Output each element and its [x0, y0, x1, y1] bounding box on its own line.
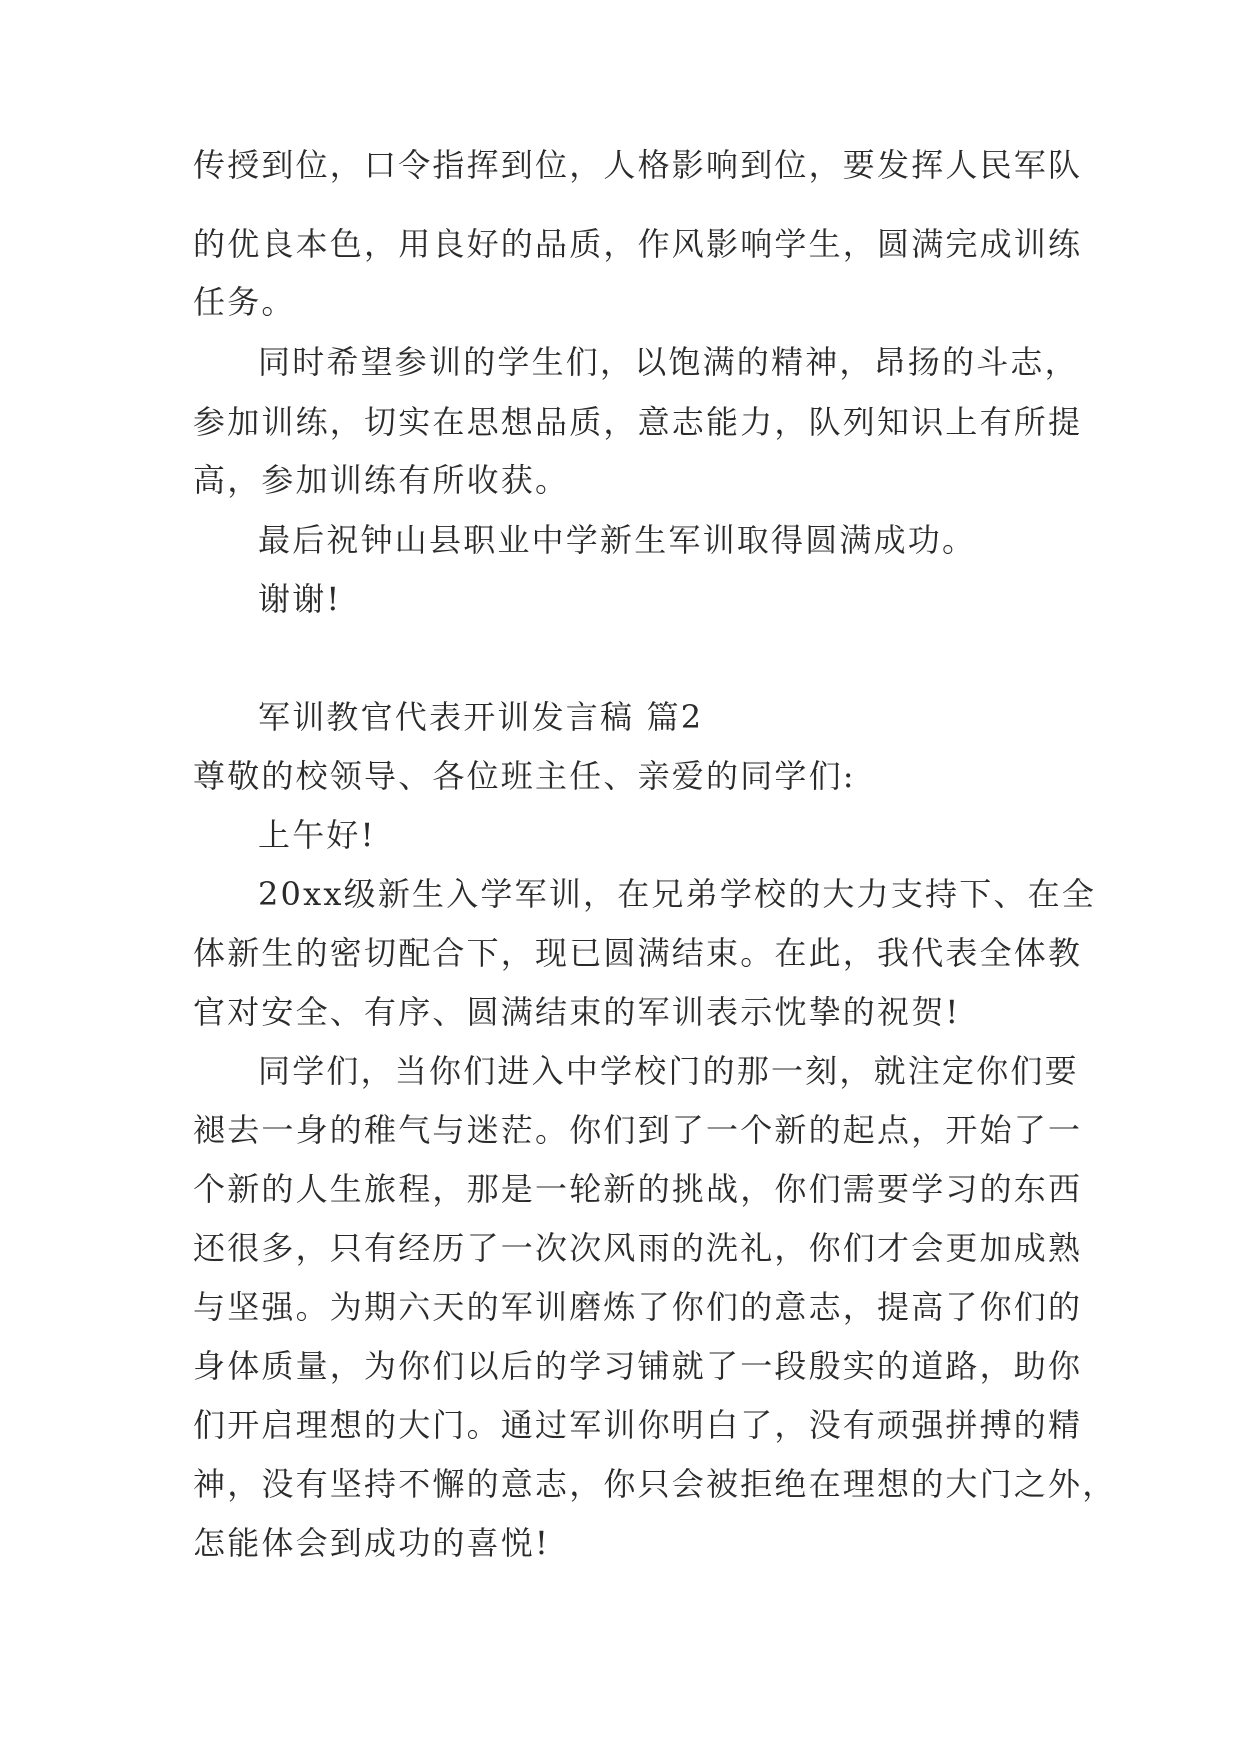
text-line: 同学们，当你们进入中学校门的那一刻，就注定你们要: [258, 1052, 1079, 1090]
text-line: 同时希望参训的学生们，以饱满的精神，昂扬的斗志，: [258, 343, 1079, 381]
text-line: 神，没有坚持不懈的意志，你只会被拒绝在理想的大门之外，: [193, 1465, 1117, 1503]
text-line: 与坚强。为期六天的军训磨炼了你们的意志，提高了你们的: [193, 1288, 1083, 1326]
text-line: 任务。: [193, 283, 296, 321]
text-line: 官对安全、有序、圆满结束的军训表示忱挚的祝贺!: [193, 993, 961, 1031]
text-line: 怎能体会到成功的喜悦!: [193, 1524, 551, 1562]
text-line: 谢谢!: [258, 580, 342, 618]
text-line: 传授到位，口令指挥到位，人格影响到位，要发挥人民军队: [193, 146, 1083, 184]
section-heading: 军训教官代表开训发言稿 篇2: [258, 698, 704, 736]
text-line: 还很多，只有经历了一次次风雨的洗礼，你们才会更加成熟: [193, 1229, 1083, 1267]
text-line: 参加训练，切实在思想品质，意志能力，队列知识上有所提: [193, 403, 1083, 441]
text-line: 最后祝钟山县职业中学新生军训取得圆满成功。: [258, 521, 977, 559]
salutation: 尊敬的校领导、各位班主任、亲爱的同学们:: [193, 757, 856, 795]
text-line: 20xx级新生入学军训，在兄弟学校的大力支持下、在全: [258, 875, 1097, 913]
text-line: 身体质量，为你们以后的学习铺就了一段殷实的道路，助你: [193, 1347, 1083, 1385]
text-line: 的优良本色，用良好的品质，作风影响学生，圆满完成训练: [193, 225, 1083, 263]
text-line: 高，参加训练有所收获。: [193, 461, 570, 499]
text-line: 们开启理想的大门。通过军训你明白了，没有顽强拼搏的精: [193, 1406, 1083, 1444]
text-line: 个新的人生旅程，那是一轮新的挑战，你们需要学习的东西: [193, 1170, 1083, 1208]
greeting: 上午好!: [258, 816, 376, 854]
text-line: 褪去一身的稚气与迷茫。你们到了一个新的起点，开始了一: [193, 1111, 1083, 1149]
text-line: 体新生的密切配合下，现已圆满结束。在此，我代表全体教: [193, 934, 1083, 972]
